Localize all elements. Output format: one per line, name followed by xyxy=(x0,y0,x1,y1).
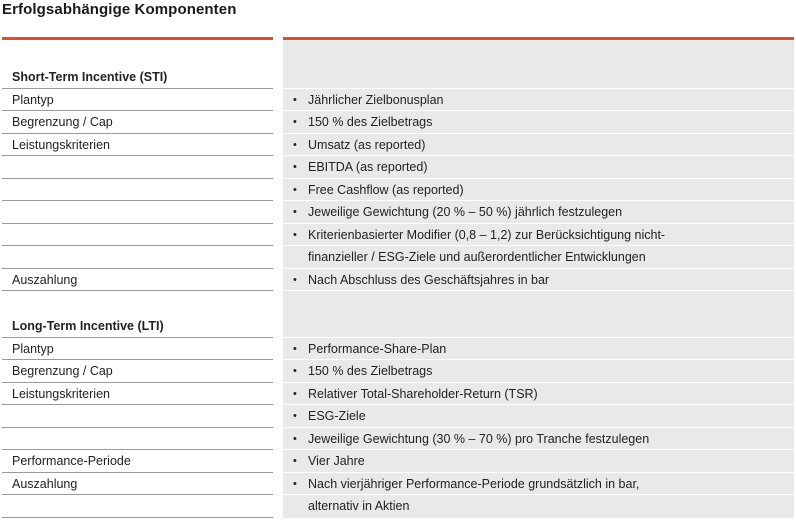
table-row xyxy=(0,246,796,269)
table-row xyxy=(0,383,796,406)
bullet-icon: • xyxy=(293,455,297,467)
table-row xyxy=(0,111,796,134)
table-row xyxy=(0,201,796,224)
section-title: Erfolgsabhängige Komponenten xyxy=(2,1,237,18)
row-value xyxy=(283,201,794,224)
row-value-text: Free Cashflow (as reported) xyxy=(308,182,464,197)
table-row xyxy=(0,156,796,179)
row-label xyxy=(2,246,273,269)
row-label xyxy=(2,179,273,202)
row-label: Auszahlung xyxy=(2,269,273,292)
row-value-text: Umsatz (as reported) xyxy=(308,137,426,152)
table-row xyxy=(0,224,796,247)
bullet-icon: • xyxy=(293,387,297,400)
sti-heading-value xyxy=(283,66,794,89)
row-value-text: 150 % des Zielbetrags xyxy=(308,115,433,129)
table-row xyxy=(0,134,796,157)
row-value-text: Relativer Total-Shareholder-Return (TSR) xyxy=(308,386,538,401)
row-value xyxy=(283,156,794,179)
row-value xyxy=(283,405,794,428)
accent-line-left xyxy=(2,37,273,40)
row-value xyxy=(283,495,794,518)
sti-heading-row xyxy=(0,66,796,89)
row-label: Plantyp xyxy=(2,338,273,361)
bullet-icon: • xyxy=(293,410,297,422)
row-value xyxy=(283,450,794,473)
row-value-text: Jährlicher Zielbonusplan xyxy=(308,92,444,107)
row-value xyxy=(283,179,794,202)
row-value-text: finanzieller / ESG-Ziele und außerordentlicher Entwicklungen xyxy=(308,250,646,264)
row-value xyxy=(283,383,794,406)
lti-heading: Long-Term Incentive (LTI) xyxy=(2,315,273,338)
row-label xyxy=(2,201,273,224)
row-label: Leistungskriterien xyxy=(2,383,273,406)
row-value xyxy=(283,246,794,269)
bullet-icon: • xyxy=(293,161,297,173)
table-row xyxy=(0,495,796,518)
row-label xyxy=(2,495,273,518)
row-label: Plantyp xyxy=(2,89,273,112)
row-value xyxy=(283,360,794,383)
bullet-icon: • xyxy=(293,477,297,490)
row-value xyxy=(283,111,794,134)
lti-heading-value xyxy=(283,315,794,338)
row-value xyxy=(283,269,794,292)
table-row xyxy=(0,360,796,383)
row-label xyxy=(2,224,273,247)
table-row xyxy=(0,473,796,496)
row-value xyxy=(283,134,794,157)
row-value-text: ESG-Ziele xyxy=(308,409,366,423)
bullet-icon: • xyxy=(293,93,297,106)
row-label xyxy=(2,156,273,179)
bullet-icon: • xyxy=(293,273,297,286)
table-row xyxy=(0,269,796,292)
row-value-text: alternativ in Aktien xyxy=(308,499,410,513)
bullet-icon: • xyxy=(293,365,297,377)
row-label: Begrenzung / Cap xyxy=(2,360,273,383)
row-value xyxy=(283,89,794,112)
lti-heading-row xyxy=(0,315,796,338)
bullet-icon: • xyxy=(293,342,297,355)
row-value xyxy=(283,473,794,496)
row-value-text: 150 % des Zielbetrags xyxy=(308,364,433,378)
bullet-icon: • xyxy=(293,228,297,241)
bullet-icon: • xyxy=(293,206,297,218)
table-row xyxy=(0,89,796,112)
row-value-text: Jeweilige Gewichtung (30 % – 70 %) pro Tranche festzulegen xyxy=(308,431,650,446)
row-value-text: Jeweilige Gewichtung (20 % – 50 %) jährlich festzulegen xyxy=(308,205,623,219)
row-value xyxy=(283,428,794,451)
table-row xyxy=(0,179,796,202)
row-label xyxy=(2,428,273,451)
row-label xyxy=(2,405,273,428)
table-row xyxy=(0,428,796,451)
row-label: Leistungskriterien xyxy=(2,134,273,157)
row-label: Begrenzung / Cap xyxy=(2,111,273,134)
bullet-icon: • xyxy=(293,138,297,151)
row-value-text: Nach vierjähriger Performance-Periode grundsätzlich in bar, xyxy=(308,476,640,491)
row-value-text: Performance-Share-Plan xyxy=(308,341,447,356)
row-value-text: Nach Abschluss des Geschäftsjahres in bar xyxy=(308,272,550,287)
bullet-icon: • xyxy=(293,432,297,445)
row-label: Performance-Periode xyxy=(2,450,273,473)
row-value-text: Kriterienbasierter Modifier (0,8 – 1,2) zur Berücksichtigung nicht- xyxy=(308,227,666,242)
sti-heading: Short-Term Incentive (STI) xyxy=(2,66,273,89)
row-value xyxy=(283,224,794,247)
row-value-text: Vier Jahre xyxy=(308,454,365,468)
row-label: Auszahlung xyxy=(2,473,273,496)
row-value-text: EBITDA (as reported) xyxy=(308,160,428,174)
table-row xyxy=(0,338,796,361)
bullet-icon: • xyxy=(293,116,297,128)
table-row xyxy=(0,405,796,428)
bullet-icon: • xyxy=(293,183,297,196)
table-row xyxy=(0,450,796,473)
row-value xyxy=(283,338,794,361)
